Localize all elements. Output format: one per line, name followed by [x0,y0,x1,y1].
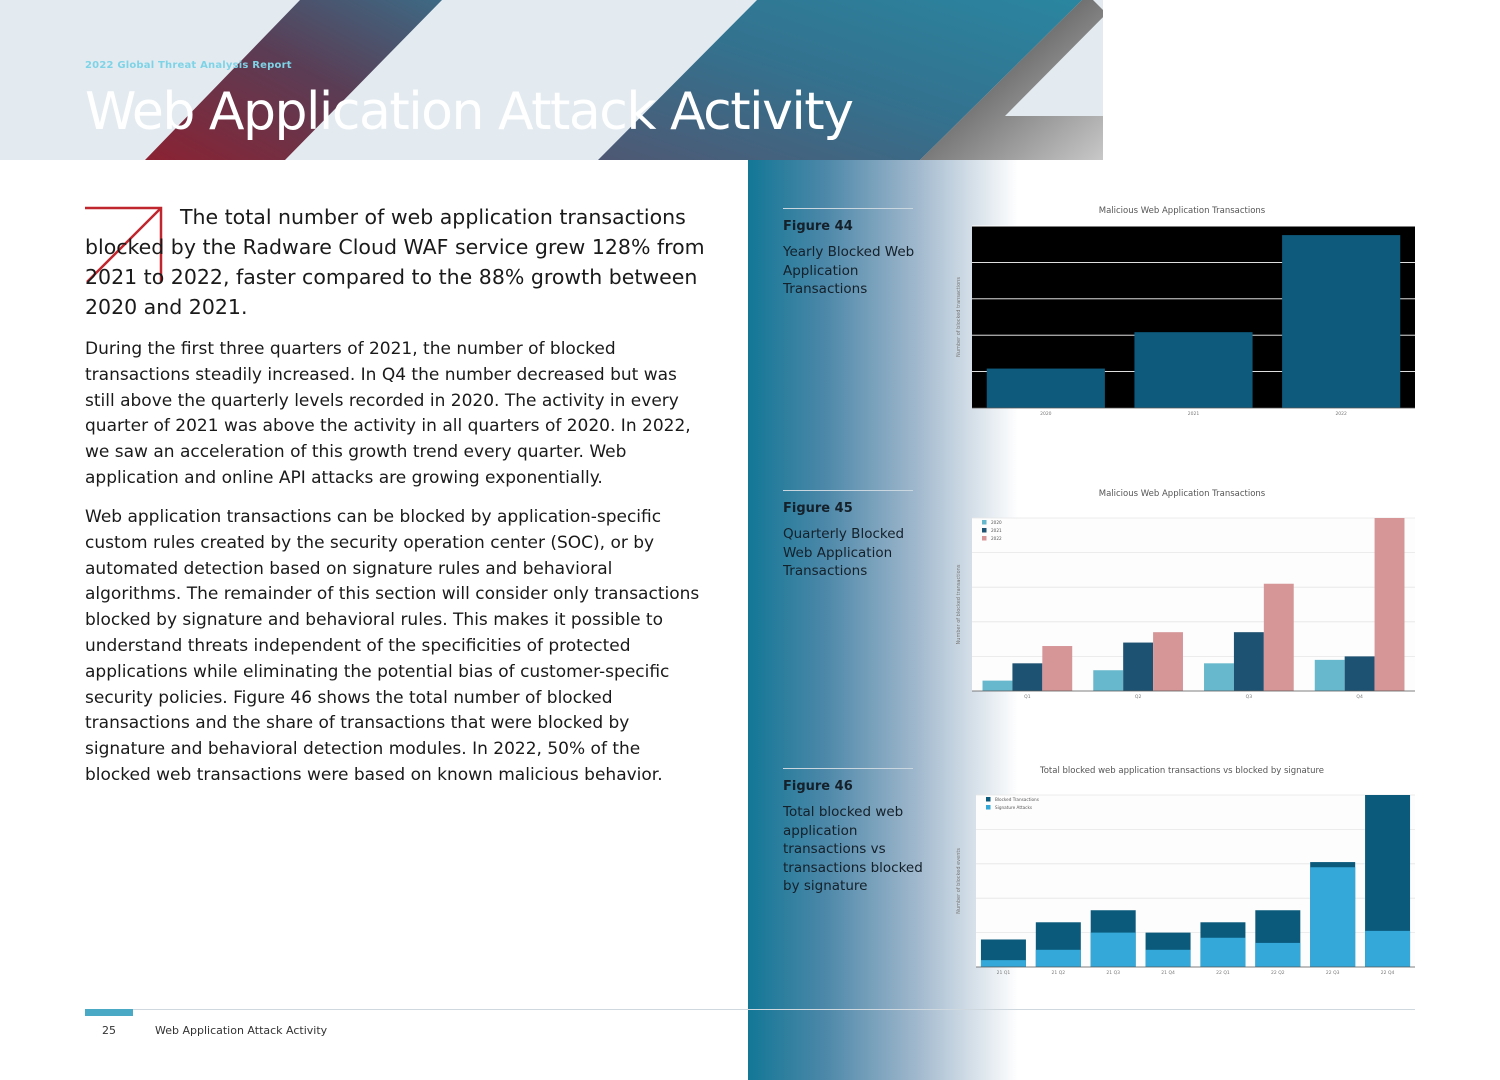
bar [1134,332,1252,408]
figure-45-label: Figure 45 [783,501,853,516]
bar-2022 [1042,646,1072,691]
figure-divider [783,768,913,769]
bar-2022 [1153,632,1183,691]
x-tick-label: 22 Q2 [1271,971,1285,976]
figure-44-label: Figure 44 [783,219,853,234]
legend-label: 2021 [991,528,1002,533]
bar-2021 [1345,656,1375,691]
legend-label: 2022 [991,536,1002,541]
header-banner [0,0,1103,160]
x-tick-label: 22 Q1 [1216,971,1230,976]
legend-swatch [986,805,991,810]
bar-2020 [1204,663,1234,691]
chart-3-title: Total blocked web application transactions vs blocked by signature [1039,766,1325,776]
x-tick-label: Q4 [1356,695,1363,700]
legend-swatch [982,536,987,541]
bar-2021 [1012,663,1042,691]
legend-label: Blocked Transactions [995,797,1039,802]
bar-signature-attacks [1365,931,1410,967]
bar-2020 [983,681,1013,691]
x-tick-label: Q3 [1245,695,1253,700]
figure-46-caption: Total blocked web application transactions vs transactions blocked by signature [783,804,923,894]
report-label: 2022 Global Threat Analysis Report [85,60,292,71]
figure-45-caption: Quarterly Blocked Web Application Transactions [783,526,905,579]
intro-paragraph [85,202,725,322]
footer-accent [85,1009,133,1016]
chart-quarterly-blocked [952,512,1422,702]
body-paragraph-2: Web application transactions can be blocked by application-specific custom rules created by the security operation center (SOC), or by automated detection based on signature rules and behavioral algorithms. The remainder of this section will consider only transactions blocked by signature and behavioral rules. This makes it possible to understand threats independent of the specificities of protected applications while eliminating the potential bias of customer-specific security policies. Figure 46 shows the total number of blocked transactions and the share of transactions that were blocked by signature and behavioral detection modules. In 2022, 50% of the blocked web transactions were based on known malicious behavior. [85,507,700,785]
x-tick-label: Q2 [1134,695,1142,700]
page-number: 25 [102,1024,116,1037]
x-tick-label: 2021 [1187,412,1200,417]
chart-yearly-blocked [952,220,1422,420]
y-axis-label: Number of blocked transactions [956,564,962,645]
x-tick-label: 2020 [1040,412,1052,417]
bar-signature-attacks [1255,943,1300,967]
page-title: Web Application Attack Activity [85,82,853,142]
bar [1282,235,1400,408]
figure-46-label: Figure 46 [783,779,853,794]
bar-signature-attacks [1200,938,1245,967]
x-tick-label: 21 Q2 [1051,971,1066,976]
legend-swatch [982,520,987,525]
bar-signature-attacks [1310,867,1355,967]
bar-2022 [1375,518,1405,691]
x-tick-label: Q1 [1024,695,1031,700]
bar [987,369,1105,408]
x-tick-label: 22 Q3 [1325,971,1340,976]
bar-2021 [1123,643,1153,691]
bar-signature-attacks [1091,933,1136,967]
figure-divider [783,490,913,491]
legend-label: Signature Attacks [995,805,1033,810]
bar-2020 [1315,660,1345,691]
x-tick-label: 21 Q4 [1161,971,1175,976]
bar-signature-attacks [1146,950,1191,967]
chart-1-title: Malicious Web Application Transactions [1098,206,1266,216]
intro-text: The total number of web application transactions blocked by the Radware Cloud WAF service grew 128% from 2021 to 2022, faster compared to the 88% growth between 2020 and 2021. [85,205,705,319]
x-tick-label: 2022 [1335,412,1347,417]
legend-label: 2020 [991,520,1002,525]
y-axis-label: Number of blocked transactions [956,277,962,357]
bar-2022 [1264,584,1294,691]
x-tick-label: 21 Q3 [1106,971,1120,976]
legend-swatch [982,528,987,533]
bar-2020 [1093,670,1123,691]
bar-signature-attacks [1036,950,1081,967]
footer-divider [85,1009,1415,1010]
body-paragraph-1: During the first three quarters of 2021, the number of blocked transactions steadily increased. In Q4 the number decreased but was still above the quarterly levels recorded in 2020. The activity in every quarter of 2021 was above the activity in all quarters of 2020. In 2022, we saw an acceleration of this growth trend every quarter. Web application and online API attacks are growing exponentially. [85,339,691,488]
y-axis-label: Number of blocked events [956,848,962,914]
bar-signature-attacks [981,960,1026,967]
x-tick-label: 22 Q4 [1380,971,1395,976]
legend-swatch [986,797,991,802]
bar-2021 [1234,632,1264,691]
chart-total-vs-signature [952,790,1422,980]
x-tick-label: 21 Q1 [996,971,1011,976]
chart-2-title: Malicious Web Application Transactions [1098,489,1266,499]
footer-section-title: Web Application Attack Activity [155,1024,328,1037]
figure-44-caption: Yearly Blocked Web Application Transactions [783,244,915,297]
figure-divider [783,208,913,209]
